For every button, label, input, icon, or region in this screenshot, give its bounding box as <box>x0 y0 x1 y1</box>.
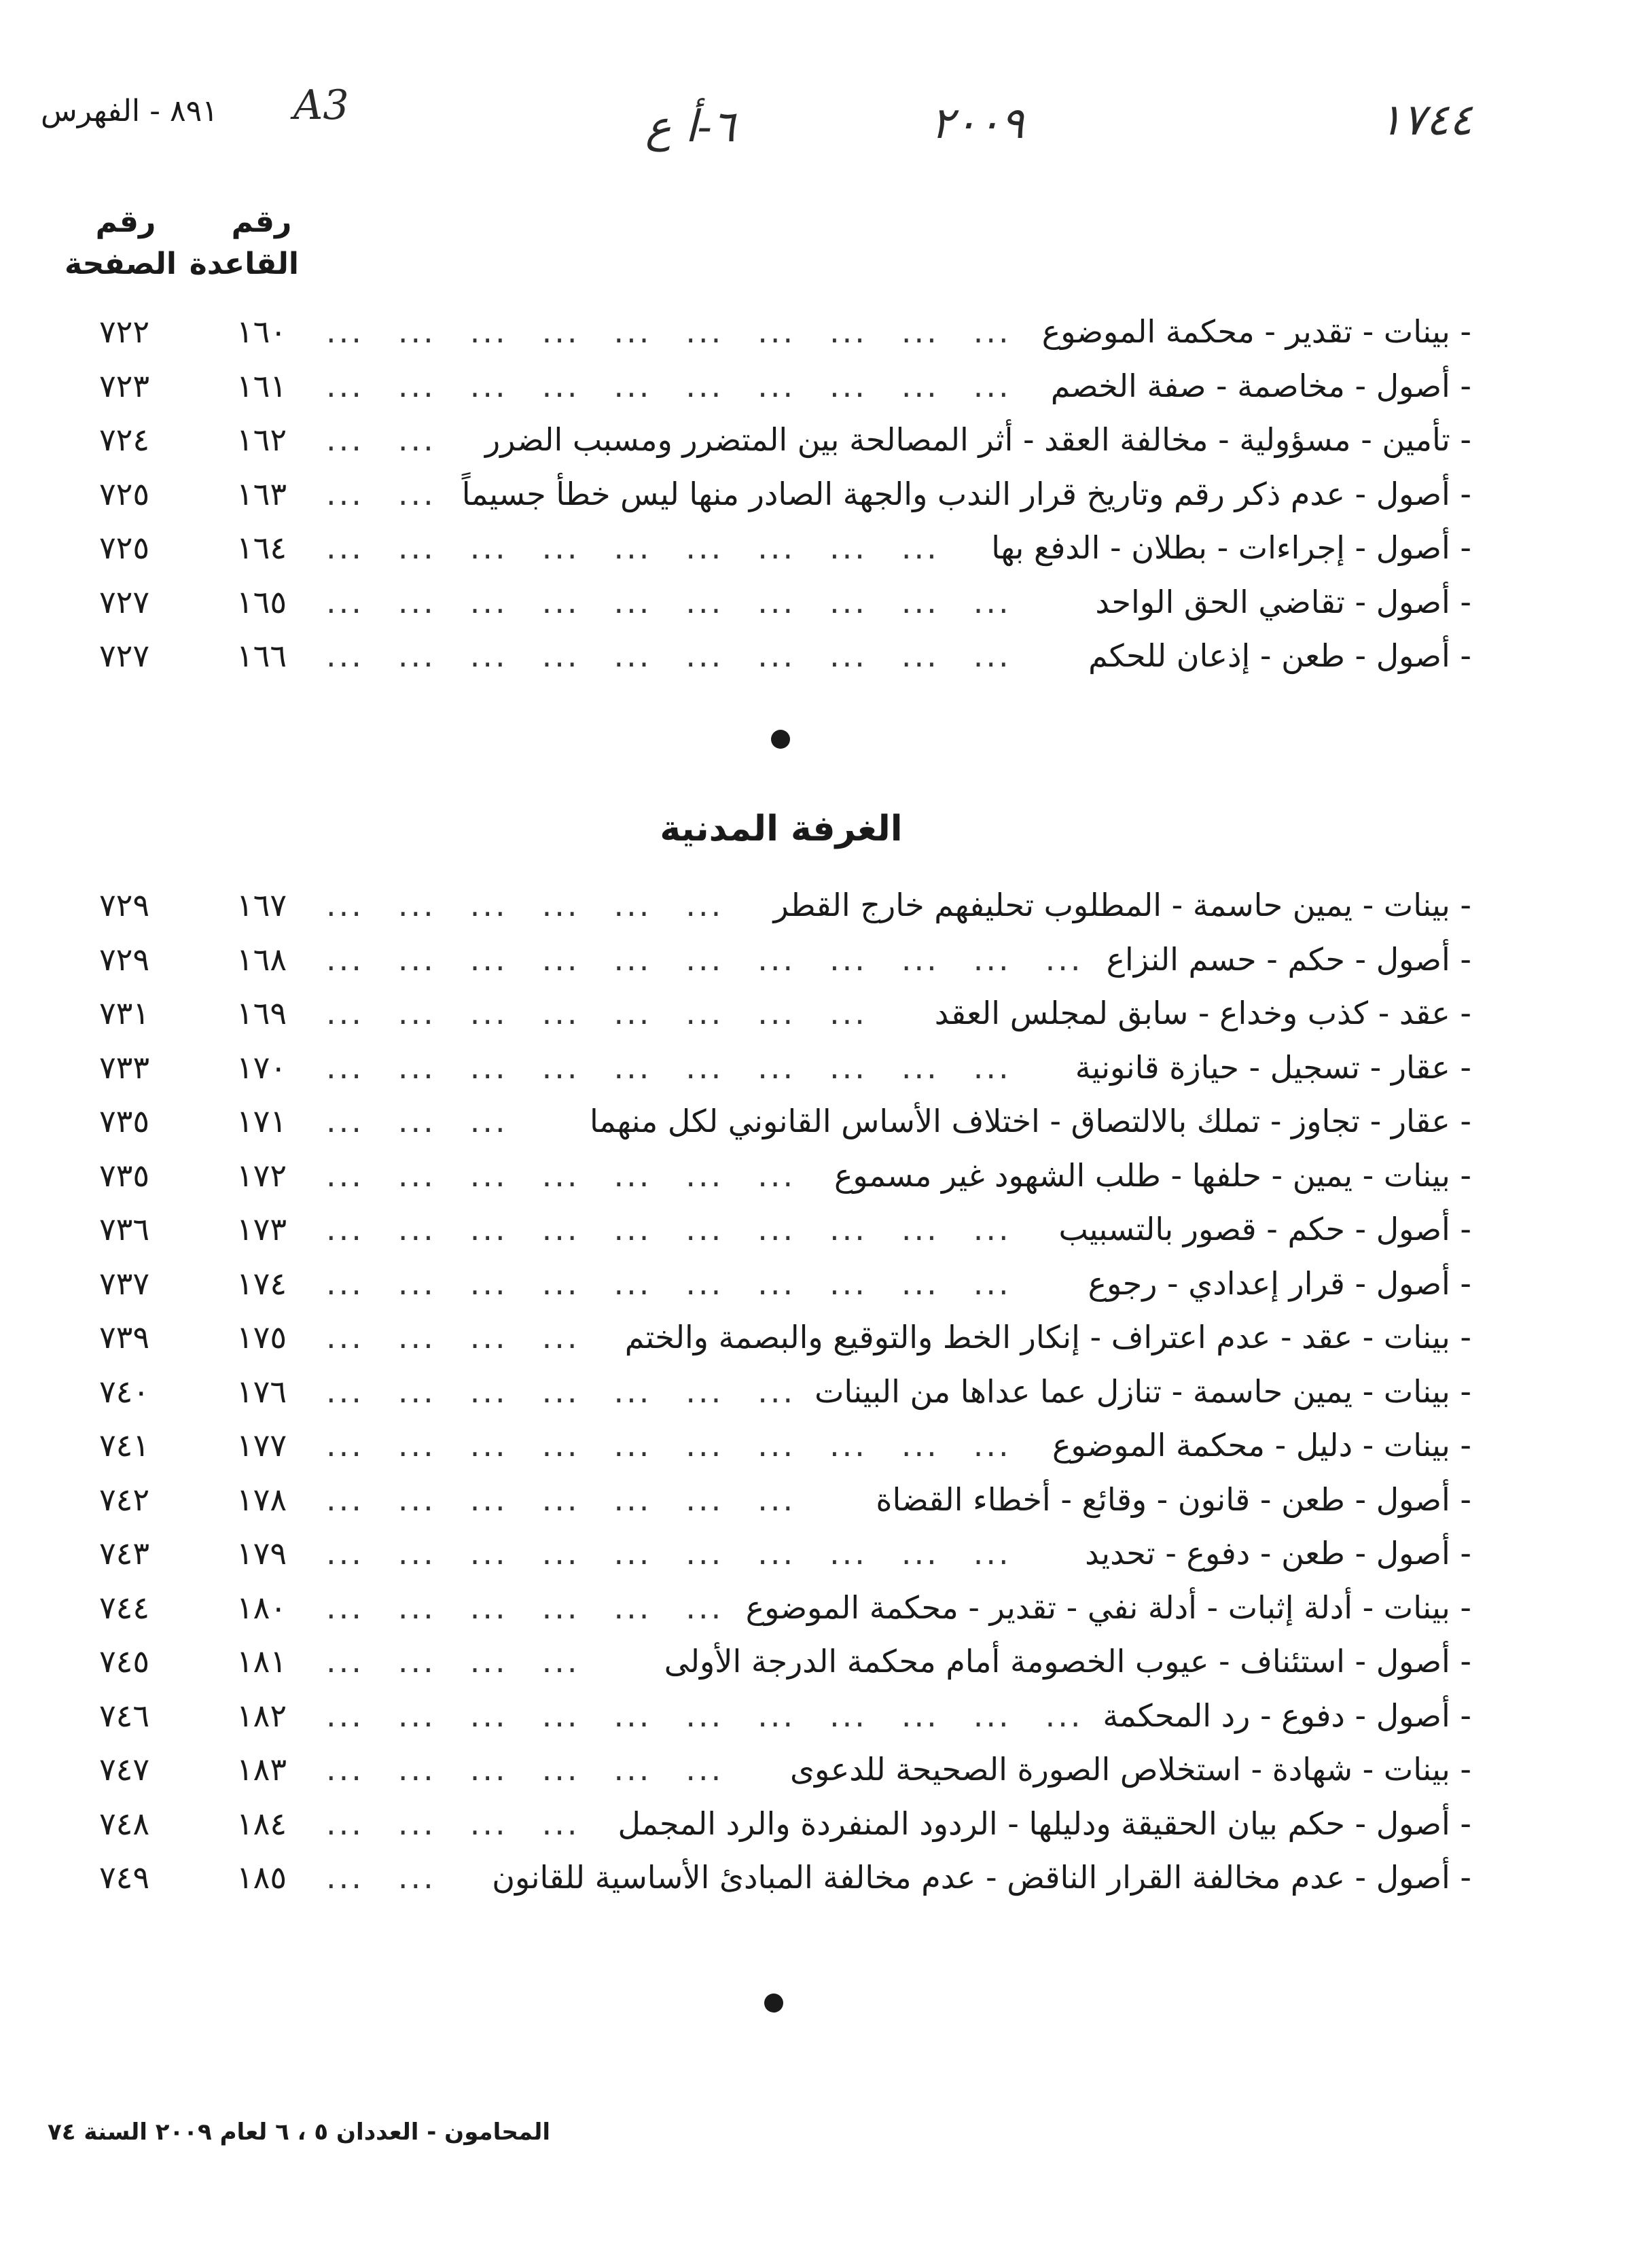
entry-rule-number: ١٧٩ <box>236 1535 287 1572</box>
leader-dots: ... ... ... ... ... ... ... <box>326 1156 796 1194</box>
entry-topic: - أصول - حكم - قصور بالتسبيب <box>1058 1211 1471 1247</box>
index-entry-row <box>0 1850 1648 1904</box>
leader-dots: ... ... ... ... ... ... ... ... ... <box>326 529 939 566</box>
entry-rule-number: ١٧٢ <box>236 1156 287 1194</box>
index-entry-row <box>0 412 1648 467</box>
entry-rule-number: ١٦٥ <box>236 583 287 620</box>
entry-topic: - أصول - دفوع - رد المحكمة <box>1103 1697 1471 1734</box>
handwritten-number: ١٧٤٤ <box>1379 95 1473 145</box>
entry-page-number: ٧٢٩ <box>98 940 150 978</box>
entry-rule-number: ١٧٨ <box>236 1481 287 1518</box>
entry-topic: - تأمين - مسؤولية - مخالفة العقد - أثر المصالحة بين المتضرر ومسبب الضرر <box>484 421 1471 458</box>
index-entry-row <box>0 986 1648 1040</box>
entry-rule-number: ١٧١ <box>236 1103 287 1139</box>
entry-rule-number: ١٨٠ <box>236 1589 287 1626</box>
entry-topic: - بينات - شهادة - استخلاص الصورة الصحيحة للدعوى <box>790 1751 1471 1788</box>
index-entry-row <box>0 878 1648 932</box>
index-entry-row <box>0 1742 1648 1796</box>
entry-topic: - أصول - عدم مخالفة القرار الناقض - عدم مخالفة المبادئ الأساسية للقانون <box>492 1859 1471 1896</box>
leader-dots: ... ... <box>326 475 436 512</box>
entry-topic: - عقار - تسجيل - حيازة قانونية <box>1075 1048 1471 1086</box>
entry-page-number: ٧٤٩ <box>98 1859 150 1896</box>
index-entry-row <box>0 1040 1648 1095</box>
entry-topic: - أصول - طعن - إذعان للحكم <box>1088 637 1471 674</box>
entry-rule-number: ١٦٨ <box>236 940 287 978</box>
index-entry-row <box>0 1634 1648 1688</box>
index-entry-row <box>0 575 1648 629</box>
column-header-page-number: رقم الصفحة <box>64 205 177 281</box>
section-separator-bullet <box>771 730 790 749</box>
entry-rule-number: ١٦٠ <box>236 313 287 350</box>
leader-dots: ... ... ... <box>326 1103 508 1139</box>
index-entry-row <box>0 1202 1648 1256</box>
index-entry-row <box>0 1418 1648 1472</box>
entry-page-number: ٧٢٤ <box>98 421 150 458</box>
entry-page-number: ٧٣٥ <box>98 1103 150 1139</box>
index-entry-row <box>0 467 1648 521</box>
index-entry-row <box>0 1148 1648 1203</box>
entry-page-number: ٧٣٩ <box>98 1319 150 1356</box>
entry-page-number: ٧٢٥ <box>98 529 150 566</box>
entry-page-number: ٧٣٧ <box>98 1264 150 1302</box>
leader-dots: ... ... ... ... ... ... ... <box>326 1481 796 1518</box>
entry-page-number: ٧٣١ <box>98 995 150 1031</box>
leader-dots: ... ... ... ... <box>326 1805 580 1842</box>
leader-dots: ... ... ... ... ... ... ... ... ... ... <box>326 313 1011 350</box>
entry-rule-number: ١٨٥ <box>236 1859 287 1896</box>
section-end-bullet <box>764 1994 783 2013</box>
entry-page-number: ٧٤٧ <box>98 1751 150 1788</box>
handwritten-year: ٢٠٠٩ <box>931 99 1024 149</box>
index-entry-row <box>0 1526 1648 1580</box>
index-entry-row <box>0 1472 1648 1527</box>
entry-page-number: ٧٤٥ <box>98 1643 150 1680</box>
leader-dots: ... ... ... ... <box>326 1319 580 1356</box>
entry-topic: - بينات - يمين حاسمة - تنازل عما عداها من البينات <box>814 1372 1471 1410</box>
entry-rule-number: ١٨٢ <box>236 1697 287 1734</box>
section-title: الغرفة المدنية <box>660 809 903 849</box>
running-head: ٨٩١ - الفهرس <box>41 94 218 128</box>
entry-rule-number: ١٧٤ <box>236 1264 287 1302</box>
entry-page-number: ٧٢٩ <box>98 887 150 923</box>
handwritten-mark-a3: A3 <box>293 82 349 129</box>
entry-page-number: ٧٢٥ <box>98 475 150 512</box>
leader-dots: ... ... ... ... ... ... ... ... <box>326 995 867 1031</box>
entry-topic: - بينات - يمين - حلفها - طلب الشهود غير مسموع <box>834 1156 1471 1194</box>
entry-page-number: ٧٢٧ <box>98 583 150 620</box>
entry-topic: - أصول - مخاصمة - صفة الخصم <box>1050 367 1471 404</box>
leader-dots: ... ... ... ... ... ... ... ... ... ... ... <box>326 1697 1083 1734</box>
leader-dots: ... ... ... ... ... ... ... ... ... ... <box>326 1264 1011 1302</box>
entry-page-number: ٧٣٦ <box>98 1211 150 1247</box>
entry-topic: - أصول - طعن - دفوع - تحديد <box>1085 1535 1471 1572</box>
entry-topic: - بينات - أدلة إثبات - أدلة نفي - تقدير - محكمة الموضوع <box>745 1589 1471 1626</box>
entry-page-number: ٧٣٣ <box>98 1048 150 1086</box>
index-entry-row <box>0 520 1648 575</box>
entry-topic: - أصول - استئناف - عيوب الخصومة أمام محكمة الدرجة الأولى <box>664 1643 1471 1680</box>
entry-page-number: ٧٤٤ <box>98 1589 150 1626</box>
entry-rule-number: ١٦٦ <box>236 637 287 674</box>
index-entry-row <box>0 1688 1648 1743</box>
handwritten-note: ٦-أ ع <box>645 102 736 152</box>
entry-page-number: ٧٢٢ <box>98 313 150 350</box>
entry-page-number: ٧٤٦ <box>98 1697 150 1734</box>
entry-page-number: ٧٤٢ <box>98 1481 150 1518</box>
leader-dots: ... ... ... ... ... ... <box>326 1589 724 1626</box>
leader-dots: ... ... ... ... ... ... ... ... ... ... ... <box>326 940 1083 978</box>
entry-rule-number: ١٨٣ <box>236 1751 287 1788</box>
entry-page-number: ٧٣٥ <box>98 1156 150 1194</box>
entry-rule-number: ١٦٧ <box>236 887 287 923</box>
entry-rule-number: ١٧٧ <box>236 1427 287 1464</box>
entry-topic: - بينات - عقد - عدم اعتراف - إنكار الخط والتوقيع والبصمة والختم <box>624 1319 1471 1356</box>
entry-topic: - بينات - يمين حاسمة - المطلوب تحليفهم خارج القطر <box>773 887 1471 923</box>
entry-rule-number: ١٨٤ <box>236 1805 287 1842</box>
leader-dots: ... ... ... ... <box>326 1643 580 1680</box>
entry-rule-number: ١٧٣ <box>236 1211 287 1247</box>
entry-page-number: ٧٤٣ <box>98 1535 150 1572</box>
entry-rule-number: ١٧٥ <box>236 1319 287 1356</box>
entry-page-number: ٧٤٠ <box>98 1372 150 1410</box>
entry-topic: - أصول - إجراءات - بطلان - الدفع بها <box>991 529 1471 566</box>
entry-page-number: ٧٤٨ <box>98 1805 150 1842</box>
index-entry-row <box>0 304 1648 359</box>
leader-dots: ... ... ... ... ... ... ... ... ... ... <box>326 1427 1011 1464</box>
index-entry-row <box>0 1580 1648 1635</box>
entry-page-number: ٧٢٧ <box>98 637 150 674</box>
entry-topic: - أصول - قرار إعدادي - رجوع <box>1088 1264 1471 1302</box>
leader-dots: ... ... ... ... ... ... ... ... ... ... <box>326 1211 1011 1247</box>
leader-dots: ... ... ... ... ... ... ... ... ... ... <box>326 583 1011 620</box>
index-entry-row <box>0 932 1648 987</box>
column-header-rule-number: رقم القاعدة <box>189 205 299 281</box>
index-entry-row <box>0 1364 1648 1419</box>
index-entry-row <box>0 1310 1648 1364</box>
entry-rule-number: ١٦٣ <box>236 475 287 512</box>
leader-dots: ... ... ... ... ... ... ... ... ... ... <box>326 1048 1011 1086</box>
page-footer: المحامون - العددان ٥ ، ٦ لعام ٢٠٠٩ السنة ٧٤ <box>48 2119 551 2146</box>
entry-rule-number: ١٦٩ <box>236 995 287 1031</box>
entry-rule-number: ١٨١ <box>236 1643 287 1680</box>
entry-rule-number: ١٧٦ <box>236 1372 287 1410</box>
leader-dots: ... ... <box>326 421 436 458</box>
index-entry-row <box>0 628 1648 683</box>
entry-rule-number: ١٦١ <box>236 367 287 404</box>
index-entry-row <box>0 1094 1648 1148</box>
index-entry-row <box>0 1256 1648 1311</box>
leader-dots: ... ... ... ... ... ... <box>326 1751 724 1788</box>
entry-rule-number: ١٦٢ <box>236 421 287 458</box>
leader-dots: ... ... ... ... ... ... <box>326 887 724 923</box>
index-entry-row <box>0 359 1648 413</box>
entry-page-number: ٧٤١ <box>98 1427 150 1464</box>
entry-topic: - أصول - حكم بيان الحقيقة ودليلها - الردود المنفردة والرد المجمل <box>617 1805 1471 1842</box>
entry-topic: - عقار - تجاوز - تملك بالالتصاق - اختلاف الأساس القانوني لكل منهما <box>589 1103 1471 1139</box>
index-entry-row <box>0 1796 1648 1851</box>
leader-dots: ... ... ... ... ... ... ... ... ... ... <box>326 1535 1011 1572</box>
leader-dots: ... ... ... ... ... ... ... ... ... ... <box>326 367 1011 404</box>
entry-page-number: ٧٢٣ <box>98 367 150 404</box>
entry-topic: - عقد - كذب وخداع - سابق لمجلس العقد <box>934 995 1471 1031</box>
leader-dots: ... ... <box>326 1859 436 1896</box>
entry-rule-number: ١٧٠ <box>236 1048 287 1086</box>
leader-dots: ... ... ... ... ... ... ... <box>326 1372 796 1410</box>
leader-dots: ... ... ... ... ... ... ... ... ... ... <box>326 637 1011 674</box>
entry-topic: - أصول - طعن - قانون - وقائع - أخطاء القضاة <box>876 1481 1471 1518</box>
entry-topic: - أصول - تقاضي الحق الواحد <box>1095 583 1471 620</box>
entry-topic: - أصول - حكم - حسم النزاع <box>1106 940 1471 978</box>
entry-topic: - بينات - تقدير - محكمة الموضوع <box>1041 313 1471 350</box>
entry-topic: - أصول - عدم ذكر رقم وتاريخ قرار الندب والجهة الصادر منها ليس خطأ جسيماً <box>461 475 1471 512</box>
entry-topic: - بينات - دليل - محكمة الموضوع <box>1052 1427 1471 1464</box>
entry-rule-number: ١٦٤ <box>236 529 287 566</box>
